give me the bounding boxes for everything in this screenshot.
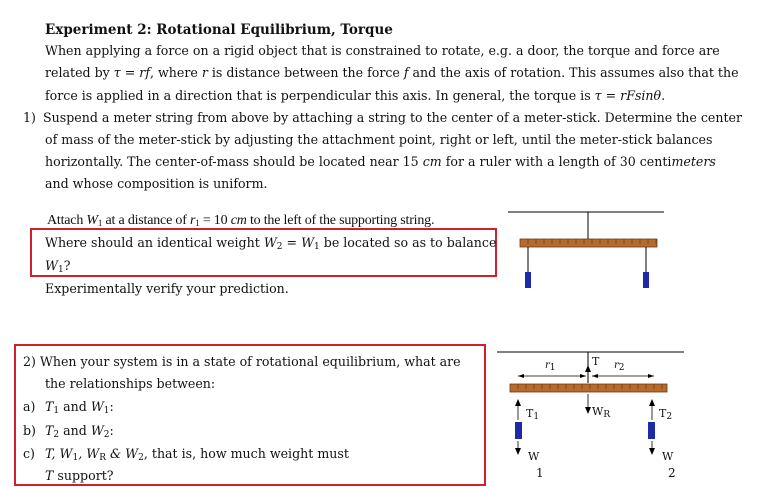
sub-2: 2 bbox=[53, 430, 60, 440]
intro-line-1: When applying a force on a rigid object that is constrained to rotate, e.g. a door, the torque and force are bbox=[45, 43, 720, 58]
var-r1: r bbox=[189, 213, 196, 228]
attach-text: Attach bbox=[47, 213, 87, 228]
r1-arrow-right bbox=[580, 374, 586, 378]
attach-text: = 10 bbox=[199, 213, 231, 228]
unit-cm: cm bbox=[230, 213, 247, 228]
item-b-label: b) bbox=[23, 423, 36, 438]
var-r: r bbox=[201, 65, 208, 80]
wr-arrow-icon bbox=[585, 407, 591, 414]
step1-line-2: of mass of the meter-stick by adjusting the attachment point, right or left, until the meter-stick balances bbox=[45, 132, 713, 147]
question-text: ? bbox=[63, 258, 71, 273]
label-t1 bbox=[526, 407, 540, 422]
step1-line-1: Suspend a meter string from above by attaching a string to the center of a meter-stick. Determine the center bbox=[43, 110, 742, 125]
tension-arrow-icon bbox=[585, 365, 591, 372]
item-text: : bbox=[109, 423, 114, 438]
meter-stick-ruler bbox=[510, 384, 667, 392]
sub-1: 1 bbox=[103, 406, 110, 416]
w1-arrow-icon bbox=[515, 448, 521, 455]
intro-text: . bbox=[661, 88, 666, 103]
step1-line-4: and whose composition is uniform. bbox=[45, 176, 268, 191]
step1-text: horizontally. The center-of-mass should be located near 15 bbox=[45, 154, 423, 169]
sub-r: R bbox=[603, 410, 611, 420]
label-r1 bbox=[545, 361, 556, 371]
unit-cm: cm bbox=[422, 154, 442, 169]
label-wr bbox=[592, 405, 611, 420]
var-t2: T bbox=[45, 423, 54, 438]
attach-text: at a distance of bbox=[102, 213, 190, 228]
intro-text: force is applied in a direction that is perpendicular this axis. In general, the torque is bbox=[45, 88, 595, 103]
r1-arrow-left bbox=[518, 374, 524, 378]
var-f: f bbox=[403, 65, 409, 80]
var-r: r bbox=[545, 360, 550, 371]
var-w2: W bbox=[90, 423, 104, 438]
question-text: Where should an identical weight bbox=[45, 235, 264, 250]
var-w: W bbox=[592, 405, 604, 418]
item-c-vars: T, W bbox=[45, 446, 73, 461]
item-text: and bbox=[59, 423, 91, 438]
item-c-label: c) bbox=[23, 446, 35, 461]
item-text: support? bbox=[53, 468, 114, 483]
var-w1: W bbox=[90, 399, 104, 414]
sub-1: 1 bbox=[533, 412, 540, 422]
label-w2-number: 2 bbox=[668, 466, 676, 480]
sub-1: 1 bbox=[53, 406, 60, 416]
sub-2: 2 bbox=[618, 363, 625, 373]
var-w1: W bbox=[86, 213, 98, 228]
unit-meters: meters bbox=[671, 154, 716, 169]
verify-instruction: Experimentally verify your prediction. bbox=[45, 281, 289, 296]
sub-2: 2 bbox=[103, 430, 110, 440]
intro-text: related by bbox=[45, 65, 114, 80]
t1-arrow-icon bbox=[515, 399, 521, 406]
question-text: = bbox=[282, 235, 302, 250]
sub-1: 1 bbox=[549, 363, 556, 373]
t2-arrow-icon bbox=[649, 399, 655, 406]
label-r2 bbox=[614, 361, 625, 371]
step2-line-1: 2) When your system is in a state of rotational equilibrium, what are bbox=[23, 354, 461, 369]
sub-r: R bbox=[99, 453, 106, 463]
r2-arrow-left bbox=[592, 374, 598, 378]
var-t: T bbox=[659, 407, 667, 420]
attach-text: to the left of the supporting string. bbox=[246, 213, 435, 228]
item-c-vars: & W bbox=[105, 446, 139, 461]
page-title: Experiment 2: Rotational Equilibrium, Torque bbox=[45, 22, 393, 38]
step1-text: for a ruler with a length of 30 centi bbox=[441, 154, 672, 169]
sub-1: 1 bbox=[57, 265, 64, 275]
label-w2: W bbox=[662, 450, 674, 463]
sub-1: 1 bbox=[314, 242, 320, 252]
var-t1: T bbox=[45, 399, 54, 414]
sub-1: 1 bbox=[97, 218, 103, 228]
r2-arrow-right bbox=[648, 374, 654, 378]
var-t: T bbox=[526, 407, 534, 420]
weight-w1 bbox=[515, 422, 522, 439]
item-c-vars: , W bbox=[78, 446, 100, 461]
sub-2: 2 bbox=[138, 453, 144, 463]
var-t: T bbox=[45, 468, 54, 483]
sub-2: 2 bbox=[276, 242, 283, 252]
torque-equation: τ = rf bbox=[113, 65, 150, 80]
var-r: r bbox=[614, 360, 619, 371]
w2-arrow-icon bbox=[649, 448, 655, 455]
item-text: , that is, how much weight must bbox=[143, 446, 349, 461]
sub-1: 1 bbox=[72, 453, 79, 463]
var-w1: W bbox=[301, 235, 315, 250]
sub-1: 1 bbox=[195, 218, 200, 228]
step1-number: 1) bbox=[23, 110, 36, 125]
intro-text: and the axis of rotation. This assumes also that the bbox=[408, 65, 739, 80]
question-text: be located so as to balance bbox=[319, 235, 497, 250]
intro-text: , where bbox=[150, 65, 202, 80]
item-a-label: a) bbox=[23, 399, 36, 414]
weight-w2 bbox=[648, 422, 655, 439]
label-w1: W bbox=[528, 450, 540, 463]
label-t2 bbox=[659, 407, 673, 422]
label-w1-number: 1 bbox=[536, 466, 544, 480]
var-w2: W bbox=[263, 235, 277, 250]
step2-line-2: the relationships between: bbox=[45, 376, 216, 391]
var-w1: W bbox=[45, 258, 58, 273]
intro-text: is distance between the force bbox=[207, 65, 404, 80]
item-text: : bbox=[109, 399, 114, 414]
torque-equation-general: τ = rFsinθ bbox=[594, 88, 662, 103]
item-text: and bbox=[59, 399, 91, 414]
ruler-body bbox=[510, 384, 667, 392]
sub-2: 2 bbox=[666, 412, 673, 422]
label-t: T bbox=[592, 355, 600, 368]
